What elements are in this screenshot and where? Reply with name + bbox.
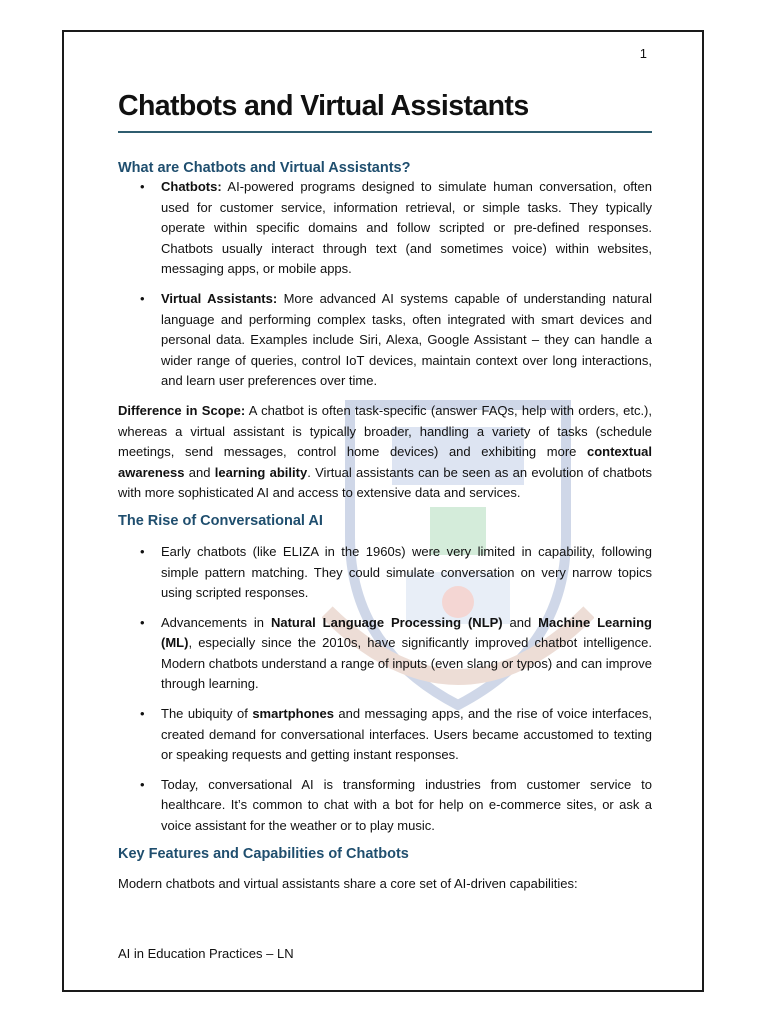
page-number: 1 — [639, 46, 647, 61]
bullet-icon: • — [140, 706, 145, 722]
list-item-virtual-assistants — [118, 289, 652, 392]
list-item-text: The ubiquity of — [161, 706, 253, 722]
page-title: Chatbots and Virtual Assistants — [118, 90, 652, 133]
emphasis-text: learning ability — [214, 464, 308, 480]
paragraph-text: . Virtual assistants can be seen as an evolution of chatbots with more sophisticated AI and access to extensive data and services. — [118, 464, 653, 501]
term-definition: AI-powered programs designed to simulate human conversation, often used for customer service, information retrieval, or simple tasks. They typically operate within specific domains and follow scripted or pre-defined responses. Chatbots usually interact through text (and sometimes voice) within websites, messaging apps, or mobile apps. — [161, 179, 652, 277]
emphasis-text: Natural Language Processing (NLP) — [270, 614, 503, 630]
term-label: Chatbots: — [161, 179, 222, 194]
difference-in-scope-paragraph — [118, 401, 652, 504]
paragraph-text: A chatbot is often task-specific (answer FAQs, help with orders, etc.), whereas a virtual assistant is typically broader, handling a variety of tasks (schedule meetings, send messages, control home devices) and exhibiting more — [118, 402, 652, 460]
term-definition: More advanced AI systems capable of understanding natural language and performing complex tasks, often integrated with smart devices and personal data. Examples include Siri, Alexa, Google Assistant – they can handle a wider range of queries, control IoT devices, maintain context over long interactions, and learn user preferences over time. — [161, 290, 652, 389]
list-item-text: Today, conversational AI is transforming industries from customer service to healthcare. It’s common to chat with a bot for help on e-commerce sites, or ask a voice assistant for the weather or to play music. — [161, 776, 652, 834]
bullet-icon: • — [140, 614, 145, 630]
list-item-text: and messaging apps, and the rise of voice interfaces, created demand for conversational interfaces. Users became accustomed to texting or speaking requests and getting instant responses. — [161, 706, 652, 763]
emphasis-text: contextual awareness — [118, 444, 652, 480]
term-label: Virtual Assistants: — [161, 290, 278, 306]
list-item — [118, 704, 652, 766]
section-heading-key-features: Key Features and Capabilities of Chatbots — [118, 845, 409, 862]
list-item-text: and — [502, 614, 539, 630]
bullet-icon: • — [140, 290, 145, 306]
paragraph-label: Difference in Scope: — [118, 402, 246, 418]
bullet-icon: • — [140, 179, 145, 194]
rise-list — [118, 542, 652, 837]
definitions-list — [118, 177, 652, 392]
list-item-text: Early chatbots (like ELIZA in the 1960s) were very limited in capability, following simple pattern matching. They could simulate conversation on very narrow topics using scripted responses. — [161, 543, 652, 601]
section-heading-rise: The Rise of Conversational AI — [118, 512, 323, 529]
list-item-text: Advancements in — [161, 614, 271, 630]
emphasis-text: Machine Learning (ML) — [161, 614, 652, 651]
bullet-icon: • — [140, 776, 145, 792]
key-features-intro: Modern chatbots and virtual assistants share a core set of AI-driven capabilities: — [118, 875, 578, 891]
section-heading-what-are: What are Chatbots and Virtual Assistants? — [118, 160, 411, 176]
bullet-icon: • — [140, 543, 145, 559]
emphasis-text: smartphones — [252, 706, 334, 722]
list-item — [118, 775, 652, 837]
list-item-text: , especially since the 2010s, have significantly improved chatbot intelligence. Modern chatbots understand a range of inputs (even slang or typos) and can improve through learning. — [161, 635, 652, 692]
list-item — [118, 542, 652, 604]
document-page — [62, 30, 704, 992]
paragraph-text: and — [184, 464, 215, 480]
list-item-chatbots — [118, 177, 652, 280]
page-content — [118, 90, 652, 903]
page-footer: AI in Education Practices – LN — [118, 946, 294, 961]
list-item — [118, 613, 652, 695]
